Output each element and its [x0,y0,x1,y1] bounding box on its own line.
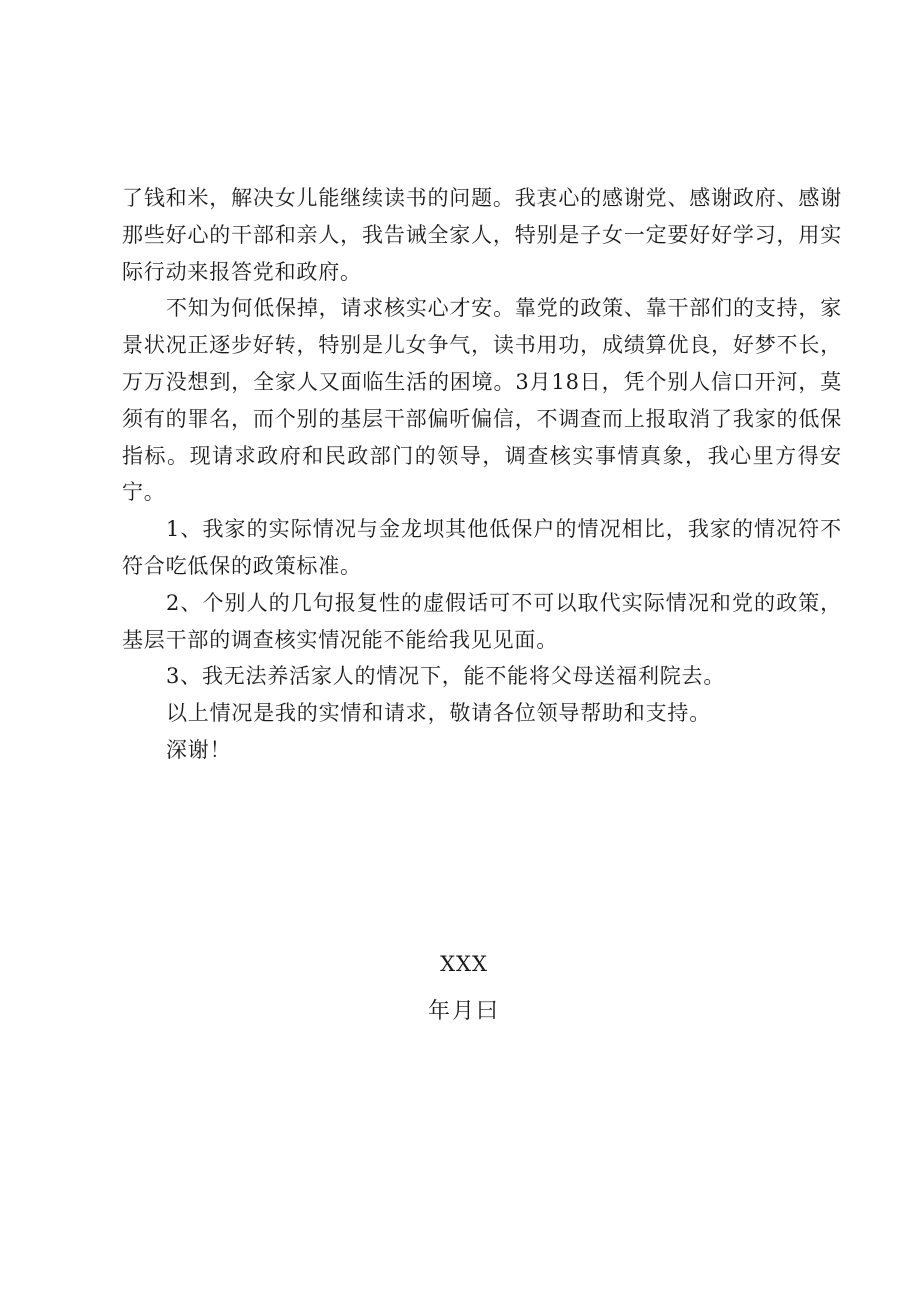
paragraph-6: 以上情况是我的实情和请求，敬请各位领导帮助和支持。 [166,701,711,726]
paragraph-4: 2、个别人的几句报复性的虚假话可不可以取代实际情况和党的政策，基层干部的调查核实情况能不能给我见见面。 [122,590,842,652]
letter-body [122,180,842,769]
paragraph-1: 了钱和米，解决女儿能继续读书的问题。我衷心的感谢党、感谢政府、感谢那些好心的干部和亲人，我告诫全家人，特别是子女一定要好好学习，用实际行动来报答党和政府。 [122,186,842,284]
paragraph-3: 1、我家的实际情况与金龙坝其他低保户的情况相比，我家的情况符不符合吃低保的政策标准。 [122,517,842,578]
signature-date: 年月曰 [427,999,500,1024]
paragraph-5: 3、我无法养活家人的情况下，能不能将父母送福利院去。 [166,664,726,689]
paragraph-7: 深谢！ [166,737,232,762]
paragraph-2: 不知为何低保掉，请求核实心才安。靠党的政策、靠干部们的支持，家景状况正逐步好转，特别是儿女争气，读书用功，成绩算优良，好梦不长，万万没想到，全家人又面临生活的困境。3月18日，凭个别人信口开河，莫须有的罪名，而个别的基层干部偏听偏信，不调查而上报取消了我家的低保指标。现请求政府和民政部门的领导，调查核实事情真象，我心里方得安宁。 [122,296,842,505]
signature-name: XXX [440,952,488,976]
